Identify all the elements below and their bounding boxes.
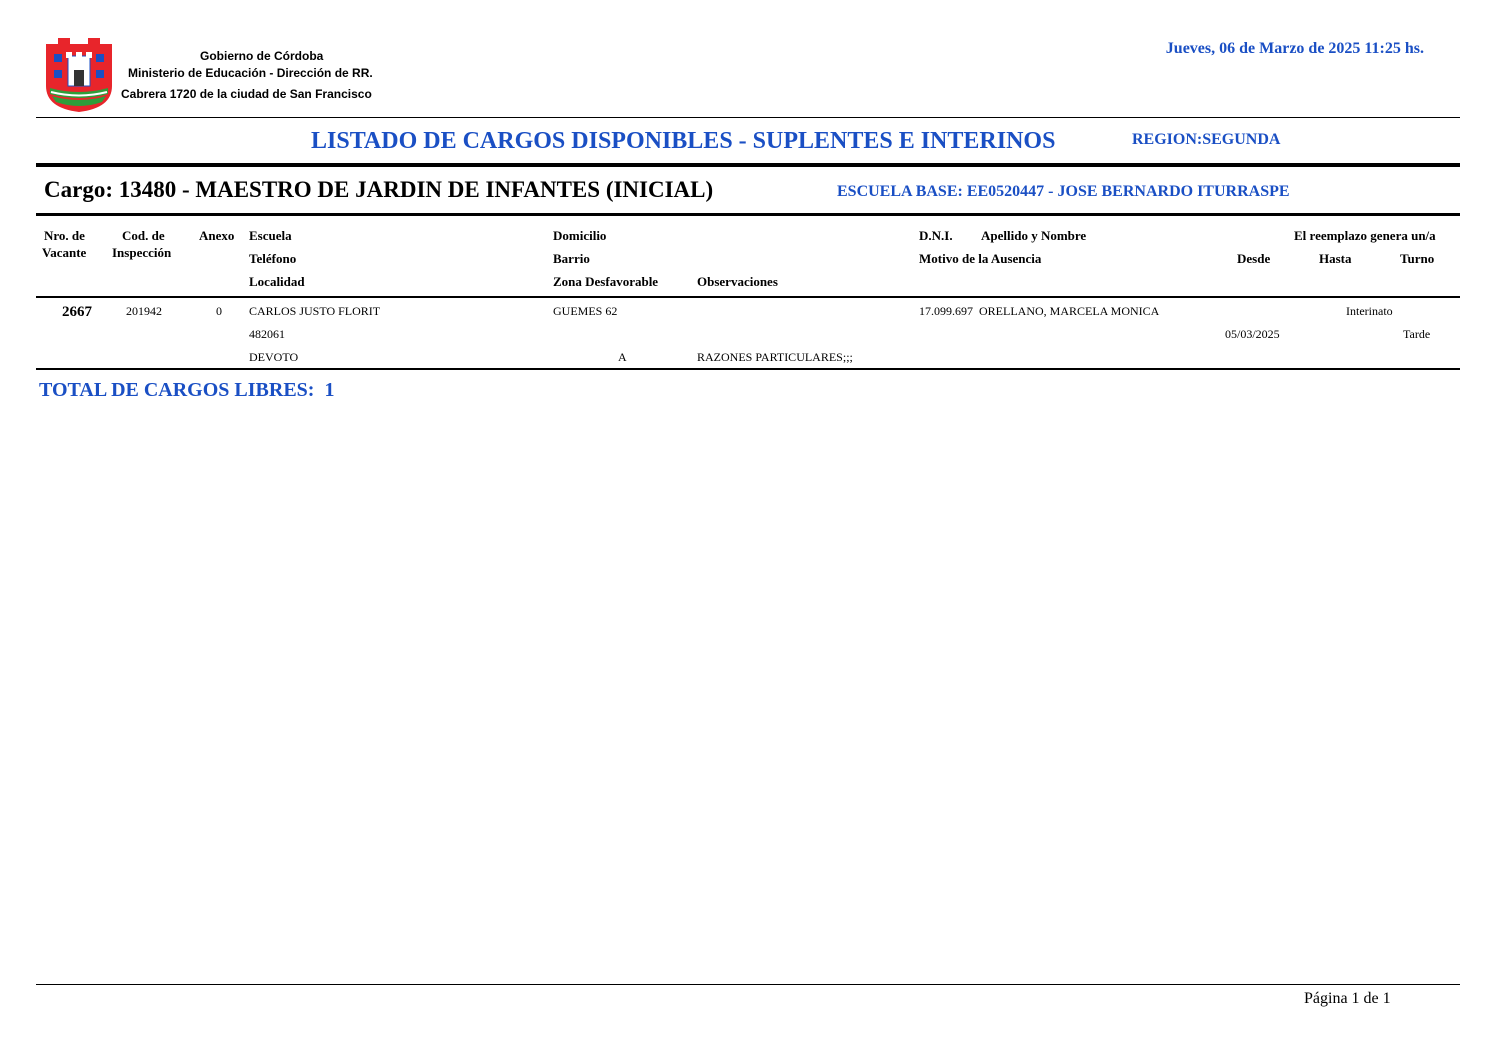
org-line-2: Ministerio de Educación - Dirección de RR. [128,66,373,80]
col-localidad: Localidad [249,274,305,289]
row-observaciones: RAZONES PARTICULARES;;; [697,350,853,364]
col-barrio: Barrio [553,251,590,266]
row-cod: 201942 [126,304,162,318]
page-number: Página 1 de 1 [1304,990,1391,1007]
cordoba-coat-of-arms-icon [40,36,118,114]
row-reemplazo: Interinato [1346,304,1393,318]
col-anexo: Anexo [199,228,235,243]
escuela-base: ESCUELA BASE: EE0520447 - JOSE BERNARDO ITURRASPE [837,183,1290,200]
col-turno: Turno [1400,251,1435,266]
row-nro: 2667 [62,304,92,320]
row-telefono: 482061 [249,327,285,341]
col-dni: D.N.I. [919,228,953,243]
cargo-label: Cargo: 13480 - MAESTRO DE JARDIN DE INFANTES (INICIAL) [44,177,714,202]
col-reemplazo: El reemplazo genera un/a [1294,228,1436,243]
header-divider [36,117,1460,118]
columns-divider [36,296,1460,298]
row-zona: A [618,350,627,364]
org-line-1: Gobierno de Córdoba [200,49,324,63]
title-divider [36,163,1460,167]
col-escuela: Escuela [249,228,292,243]
cargo-divider [36,213,1460,216]
col-telefono: Teléfono [249,251,297,266]
org-line-3: Cabrera 1720 de la ciudad de San Francisco [121,87,372,101]
col-hasta: Hasta [1319,251,1352,266]
footer-divider [36,984,1460,985]
col-cod-2: Inspección [112,245,172,260]
col-observaciones: Observaciones [697,274,778,289]
report-title: LISTADO DE CARGOS DISPONIBLES - SUPLENTES E INTERINOS [311,128,1056,154]
total-cargos: TOTAL DE CARGOS LIBRES: 1 [39,379,335,401]
col-cod-1: Cod. de [122,228,165,243]
report-date: Jueves, 06 de Marzo de 2025 11:25 hs. [1165,40,1424,57]
region-label: REGION:SEGUNDA [1132,131,1281,148]
row-turno: Tarde [1403,327,1431,341]
col-zona: Zona Desfavorable [553,274,659,289]
row-dni-nombre: 17.099.697 ORELLANO, MARCELA MONICA [919,304,1160,318]
row-anexo: 0 [216,304,222,318]
col-nro-1: Nro. de [44,228,85,243]
col-motivo: Motivo de la Ausencia [919,251,1042,266]
row-domicilio: GUEMES 62 [553,304,618,318]
col-desde: Desde [1237,251,1271,266]
row-escuela: CARLOS JUSTO FLORIT [249,304,381,318]
col-apellido: Apellido y Nombre [981,228,1087,243]
row-localidad: DEVOTO [249,350,299,364]
col-nro-2: Vacante [42,245,87,260]
col-domicilio: Domicilio [553,228,607,243]
row-desde: 05/03/2025 [1225,327,1280,341]
row-divider [36,368,1460,370]
